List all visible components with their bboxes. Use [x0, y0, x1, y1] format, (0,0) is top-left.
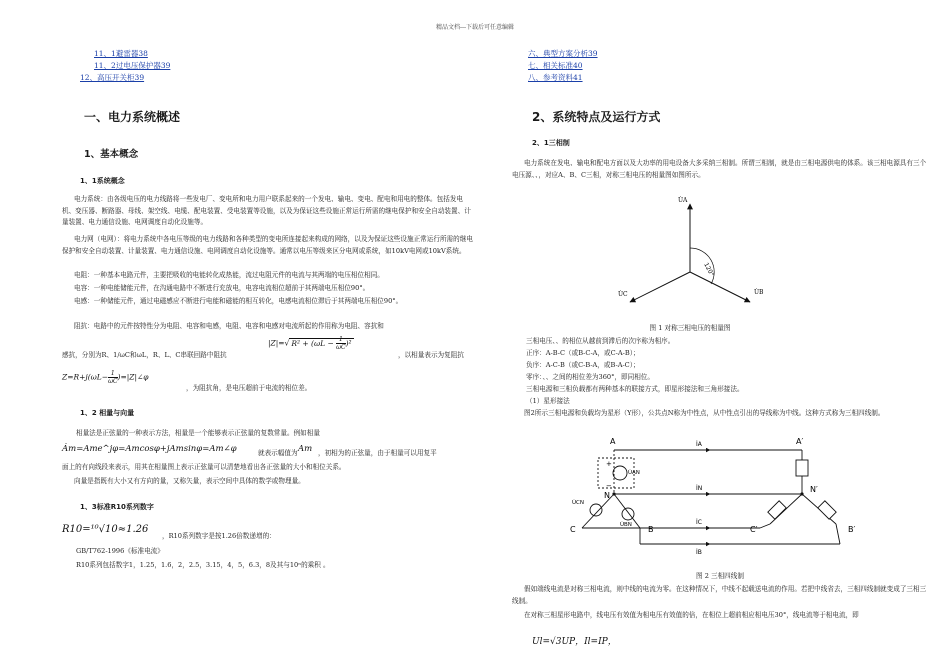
paragraph-positive-sequence: 正序：A-B-C（或B-C-A，或C-A-B）； — [526, 349, 640, 357]
node-a-prime: A′ — [796, 437, 804, 446]
node-b: B — [648, 525, 654, 534]
paragraph-phasor-plane: 面上的有向线段来表示，用其在相量图上表示正弦量可以清楚地看出各正弦量的大小和相位关系。 — [62, 463, 346, 471]
node-b-prime: B′ — [848, 525, 856, 534]
node-n: N — [604, 491, 610, 500]
formula-amplitude: Am — [298, 444, 313, 454]
subsubsection-title-1-1: 1、1系统概念 — [80, 177, 125, 185]
subsection-title-2-1: 2、1三相制 — [532, 139, 570, 147]
paragraph-capacitor: 电容：一种电能储能元件，在沟通电路中不断进行充放电，电容电流相位超前于其两端电压相位90°。 — [74, 284, 370, 292]
phasor-diagram — [600, 190, 780, 318]
formula-line-voltage: Ul=√3UP，Il=IP， — [532, 637, 617, 647]
paragraph-r10-series: R10系列包括数字1，1.25，1.6，2，2.5，3.15，4，5，6.3，8及其与10ⁿ的乘积 。 — [76, 561, 330, 569]
toc-link-6[interactable]: 六、典型方案分析39 — [528, 49, 598, 58]
angle-label: 120° — [702, 261, 716, 278]
paragraph-line-voltage: 在对称三相星形电路中，线电压有效值为相电压有效值的倍，在相位上超前相应相电压30°，线电流等于相电流，即 — [524, 611, 859, 619]
node-c-prime: C′ — [750, 525, 758, 534]
paragraph-amplitude-lead: 就表示幅值为 — [258, 449, 298, 457]
toc-right — [528, 48, 828, 84]
toc-link-8[interactable]: 八、参考资料41 — [528, 73, 583, 82]
paragraph-four-wire: 图2所示三相电源和负载均为星形（Y形），公共点N称为中性点，从中性点引出的导线称为中线。这种方式称为三相四线制。 — [524, 409, 885, 417]
paragraph-power-grid: 电力网（电网）：将电力系统中各电压等级的电力线路和各种类型的变电所连接起来构成的网络，以及为保证这些设施正常运行所需的继电保护和安全自动装置、计量装置、电力通信设施、电网调度自动化设施等。通常以电压等级来区分电网或系统，如10kV电网或10kV系统。 — [62, 235, 473, 255]
paragraph-power-system: 电力系统：由各级电压的电力线路将一些发电厂、变电所和电力用户联系起来的一个发电、输电、变电、配电和用电的整体。包括发电机、变压器、断路器、母线、架空线、电缆、配电装置、受电装置等设施，以及为保证这些设施正常运行所需的继电保护和安全自动装置、计量装置、电力通信设施、电网调度自动化设施等。 — [62, 195, 471, 226]
paragraph-zero-sequence: 零序：、、之间的相位差为360°，即同相位。 — [526, 373, 654, 381]
paragraph-vector: 向量是指既有大小又有方向的量，又称矢量，表示空间中具体的数学或物理量。 — [74, 477, 305, 485]
polarity-minus: − — [606, 482, 612, 490]
node-a: A — [610, 437, 616, 446]
figure-1-caption: 图 1 对称三相电压的相量图 — [649, 324, 731, 332]
paragraph-three-phase: 电力系统在发电、输电和配电方面以及大功率的用电设备大多采纳三相制。所谓三相制，就是由三相电源供电的体系。该三相电源具有三个电压源、、，对应A、B、C三相，对称三相电压的相量图如图所示。 — [512, 159, 927, 179]
page-header: 精品文档---下载后可任意编辑 — [435, 24, 515, 31]
paragraph-r10-note: ，R10系列数字是按1.26倍数递增的： — [162, 532, 276, 540]
toc-link-11-1[interactable]: 11、1避雷器38 — [94, 49, 148, 58]
toc-link-7[interactable]: 七、相关标准40 — [528, 61, 583, 70]
paragraph-negative-sequence: 负序：A-C-B（或C-B-A，或B-A-C）； — [526, 361, 640, 369]
paragraph-phase-sequence: 三相电压、、的相位从越前到滞后的次序称为相序。 — [526, 337, 675, 345]
paragraph-inductor: 电感：一种储能元件，通过电磁感应不断进行电能和磁能的相互转化，电感电流相位滞后于其两端电压相位90°。 — [74, 297, 403, 305]
voltage-uan: U̇AN — [628, 470, 640, 476]
formula-complex-impedance: Z=R+j(ωL− $\frac{1}{\omega C}$ )=|Z|∠φ — [62, 370, 149, 385]
subsubsection-title-1-3: 1、3标准R10系列数字 — [80, 503, 154, 511]
section-title-1: 一、电力系统概述 — [84, 110, 181, 124]
node-n-prime: N′ — [810, 485, 818, 494]
formula-r10: R10=¹⁰√10≈1.26 — [62, 524, 149, 535]
paragraph-neutral-current: 假如端线电流是对称三相电流，则中线的电流为零。在这种情况下，中线不起载送电流的作用。若把中线省去，三相四线制就变成了三相三线制。 — [512, 585, 927, 605]
paragraph-connection-types: 三相电源和三相负载都有两种基本的联接方式，即星形接法和三角形接法。 — [526, 385, 744, 393]
figure-2-caption: 图 2 三相四线制 — [696, 572, 744, 580]
phasor-ub — [690, 272, 750, 302]
paragraph-phasor: 相量法是正弦量的一种表示方法，相量是一个能够表示正弦量的复数常量。例如相量 — [76, 429, 320, 437]
voltage-ucn: U̇CN — [572, 500, 584, 506]
current-ic: İC — [696, 519, 702, 526]
section-title-2: 2、系统特点及运行方式 — [532, 110, 661, 124]
toc-link-11-2[interactable]: 11、2过电压保护器39 — [94, 61, 171, 70]
three-phase-circuit-diagram — [560, 432, 880, 568]
toc-link-12[interactable]: 12、高压开关柜39 — [80, 73, 145, 82]
paragraph-amplitude-rest: ，初相为的正弦量，由于相量可以用复平 — [318, 449, 437, 457]
label-ua: U̇A — [678, 197, 688, 204]
current-ib: İB — [696, 549, 702, 556]
subsubsection-title-1-2: 1、2 相量与向量 — [80, 409, 135, 417]
paragraph-impedance: 阻抗：电路中的元件按特性分为电阻、电容和电感，电阻、电容和电感对电流所起的作用称为电阻、容抗和 — [74, 322, 384, 330]
polarity-plus: + — [606, 460, 612, 468]
paragraph-star-connection: （1）星形接法 — [526, 397, 570, 405]
paragraph-reactance: 感抗，分别为R、1/ωC和ωL，R、L、C串联回路中阻抗 — [62, 351, 227, 359]
paragraph-resistor: 电阻：一种基本电路元件，主要把吸收的电能转化成热能，流过电阻元件的电流与其两端的电压相位相同。 — [74, 271, 384, 279]
formula-impedance-magnitude: |Z|=√ R² + (ωL − $\frac{1}{\omega C}$ )² — [268, 336, 352, 351]
paragraph-standard: GB/T762-1996《标准电流》 — [76, 547, 164, 555]
voltage-ubn: U̇BN — [620, 522, 632, 528]
toc-left — [80, 48, 380, 84]
current-ia: İA — [696, 441, 702, 448]
subsection-title-1: 1、基本概念 — [84, 149, 139, 160]
formula-phasor: Ȧm=Ame^jφ=Amcosφ+jAmsinφ=Am∠φ — [62, 444, 237, 454]
phasor-uc — [630, 272, 690, 302]
current-in: İN — [696, 485, 703, 492]
paragraph-impedance-angle: ，为阻抗角，是电压超前于电流的相位差。 — [186, 384, 312, 392]
label-ub: U̇B — [754, 289, 764, 296]
paragraph-complex-impedance-lead: ，以相量表示为复阻抗 — [398, 351, 464, 359]
label-uc: U̇C — [618, 291, 628, 298]
node-c: C — [570, 525, 576, 534]
